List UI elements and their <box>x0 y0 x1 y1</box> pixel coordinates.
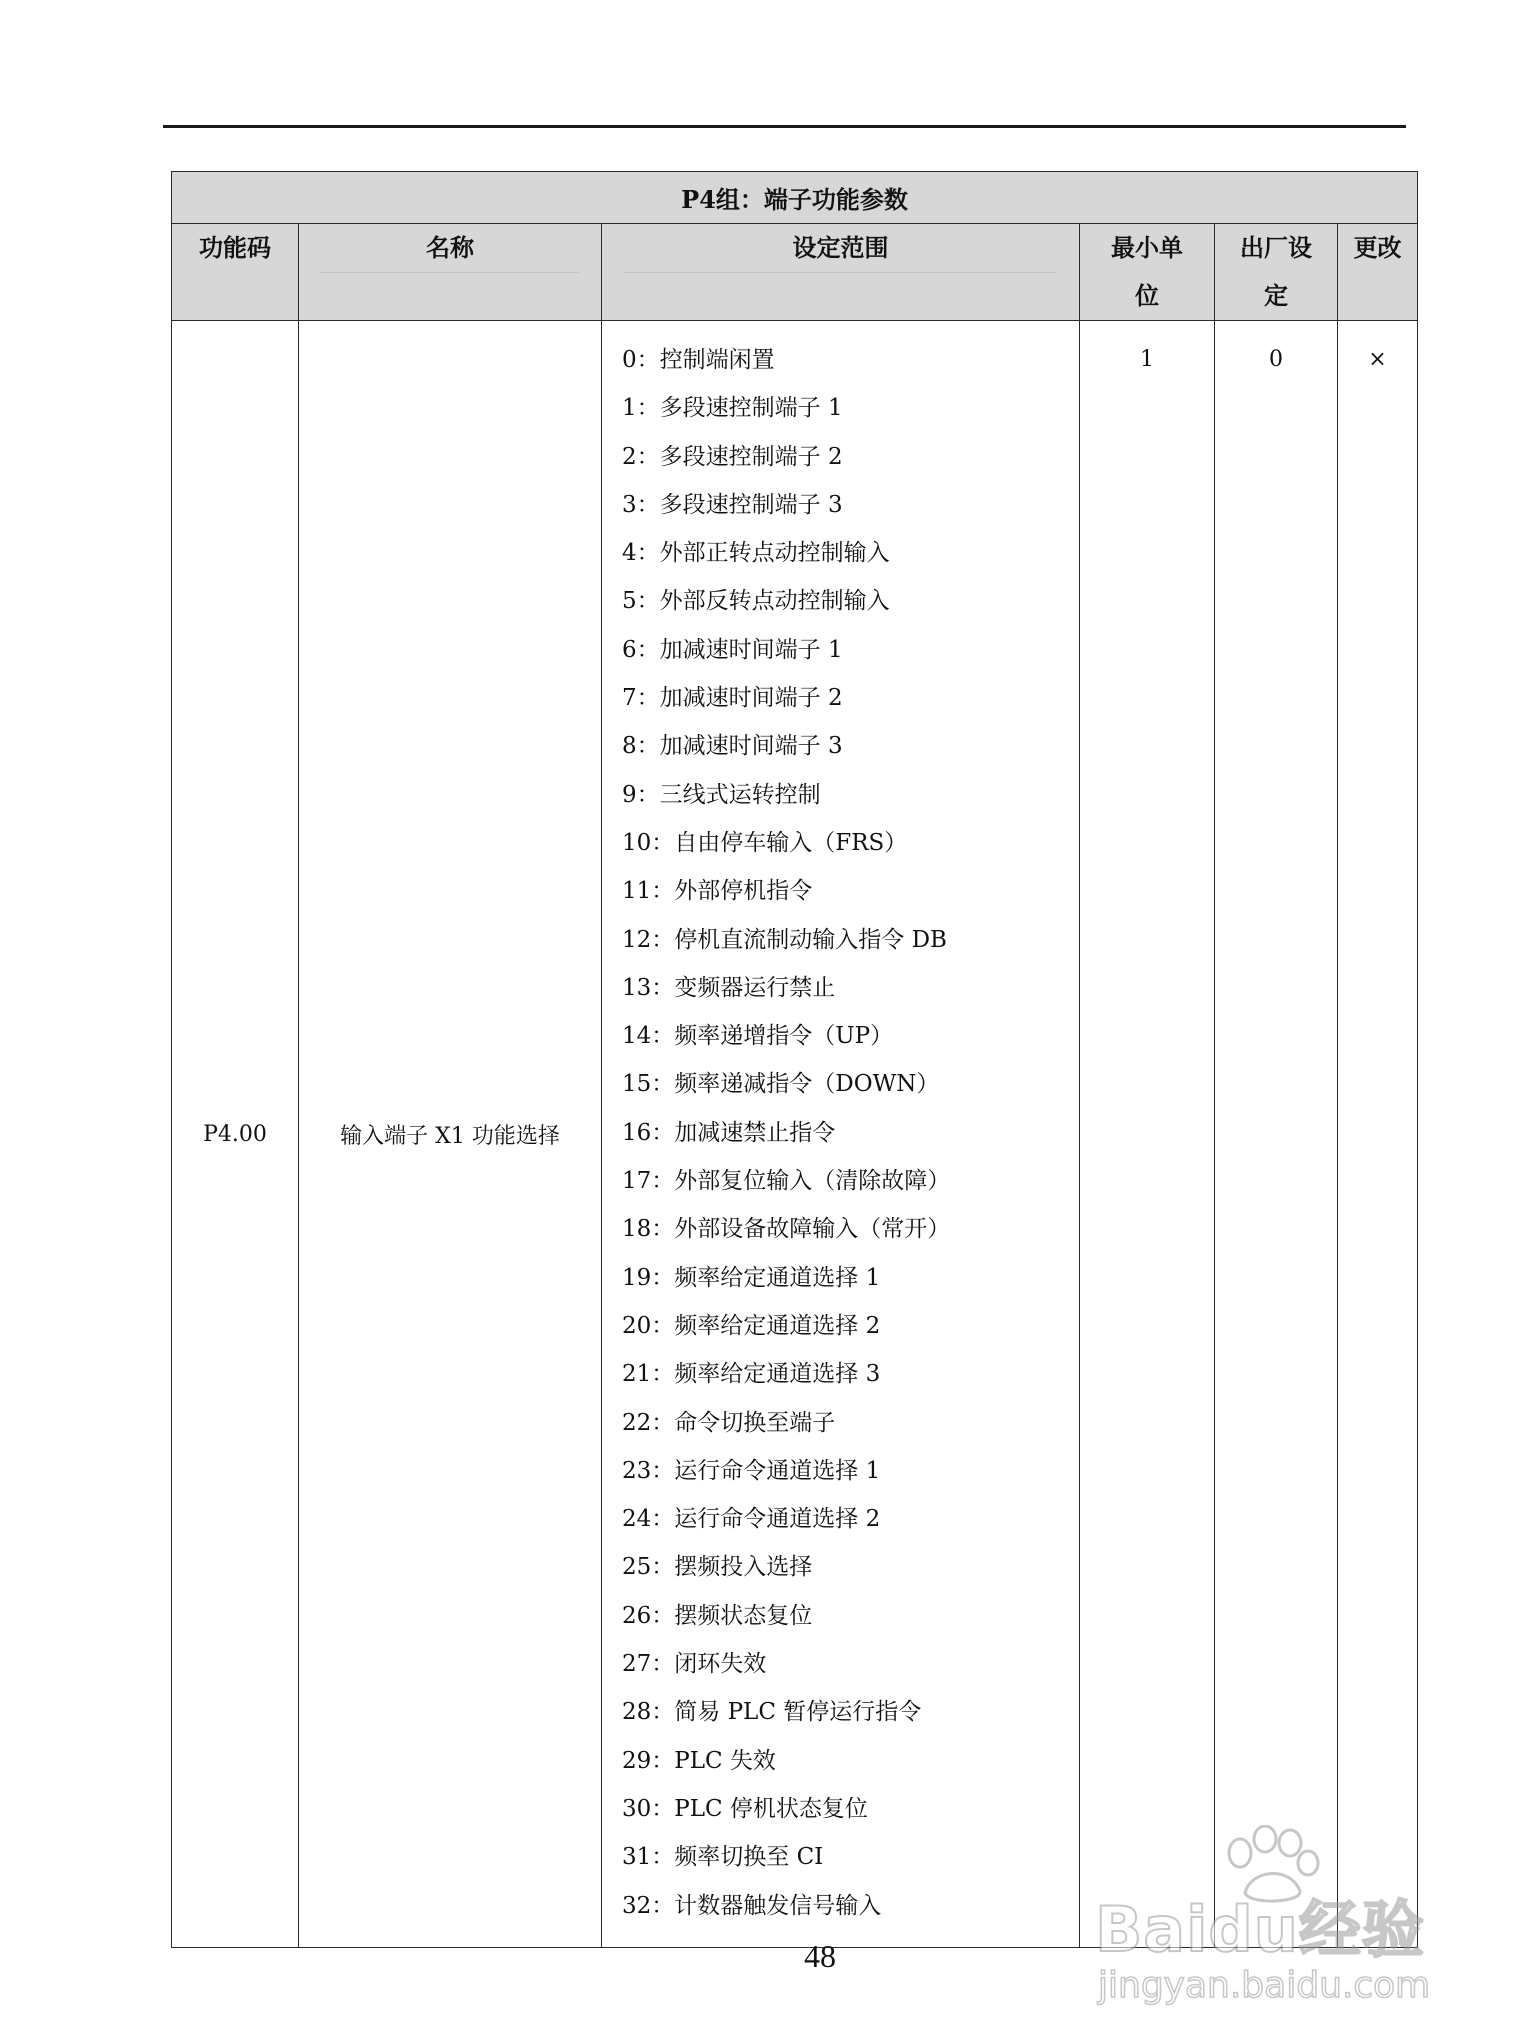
list-item: 7：加减速时间端子 2 <box>622 685 843 712</box>
list-item: 23：运行命令通道选择 1 <box>622 1457 881 1484</box>
list-item: 2：多段速控制端子 2 <box>622 443 843 470</box>
list-item: 32：计数器触发信号输入 <box>622 1892 882 1919</box>
param-range <box>602 321 1080 1948</box>
header-rule <box>163 125 1406 128</box>
list-item: 14：频率递增指令（UP） <box>622 1023 894 1050</box>
header-code: 功能码 <box>172 224 299 321</box>
list-item: 6：加减速时间端子 1 <box>622 636 843 663</box>
header-factory-default: 出厂设 定 <box>1215 224 1338 321</box>
list-item: 13：变频器运行禁止 <box>622 974 836 1001</box>
table-row <box>172 321 1418 1948</box>
header-name: 名称 <box>299 224 602 321</box>
list-item: 8：加减速时间端子 3 <box>622 733 843 760</box>
param-change: × <box>1338 321 1418 1948</box>
page-number: 48 <box>804 1938 836 1974</box>
list-item: 3：多段速控制端子 3 <box>622 491 843 518</box>
list-item: 30：PLC 停机状态复位 <box>622 1795 868 1822</box>
list-item: 21：频率给定通道选择 3 <box>622 1361 881 1388</box>
list-item: 12：停机直流制动输入指令 DB <box>622 926 947 953</box>
parameter-table <box>171 171 1418 1948</box>
list-item: 5：外部反转点动控制输入 <box>622 588 890 615</box>
list-item: 31：频率切换至 CI <box>622 1844 824 1871</box>
param-code: P4.00 <box>172 321 299 1948</box>
range-options-list <box>622 336 1079 1930</box>
list-item: 27：闭环失效 <box>622 1651 767 1678</box>
watermark-url: jingyan.baidu.com <box>1098 1965 1431 2006</box>
list-item: 29：PLC 失效 <box>622 1747 776 1774</box>
list-item: 11：外部停机指令 <box>622 878 813 905</box>
list-item: 18：外部设备故障输入（常开） <box>622 1216 951 1243</box>
list-item: 0：控制端闲置 <box>622 347 775 373</box>
list-item: 20：频率给定通道选择 2 <box>622 1312 881 1339</box>
param-factory-default: 0 <box>1215 321 1338 1948</box>
param-min-unit: 1 <box>1080 321 1215 1948</box>
header-min-unit: 最小单 位 <box>1080 224 1215 321</box>
list-item: 26：摆频状态复位 <box>622 1602 813 1629</box>
list-item: 19：频率给定通道选择 1 <box>622 1264 881 1291</box>
list-item: 4：外部正转点动控制输入 <box>622 540 890 567</box>
header-change: 更改 <box>1338 224 1418 321</box>
list-item: 25：摆频投入选择 <box>622 1554 813 1581</box>
list-item: 10：自由停车输入（FRS） <box>622 829 908 856</box>
list-item: 22：命令切换至端子 <box>622 1409 836 1436</box>
watermark <box>1090 1825 1430 2015</box>
list-item: 24：运行命令通道选择 2 <box>622 1506 881 1533</box>
list-item: 9：三线式运转控制 <box>622 781 821 808</box>
header-range: 设定范围 <box>602 224 1080 321</box>
watermark-brand: Baidu经验 <box>1095 1893 1425 1966</box>
list-item: 28：简易 PLC 暂停运行指令 <box>622 1699 922 1726</box>
table-title: P4组：端子功能参数 <box>172 172 1418 224</box>
list-item: 15：频率递减指令（DOWN） <box>622 1071 940 1098</box>
list-item: 1：多段速控制端子 1 <box>622 395 843 422</box>
param-name: 输入端子 X1 功能选择 <box>299 321 602 1948</box>
list-item: 17：外部复位输入（清除故障） <box>622 1168 951 1195</box>
list-item: 16：加减速禁止指令 <box>622 1119 836 1146</box>
